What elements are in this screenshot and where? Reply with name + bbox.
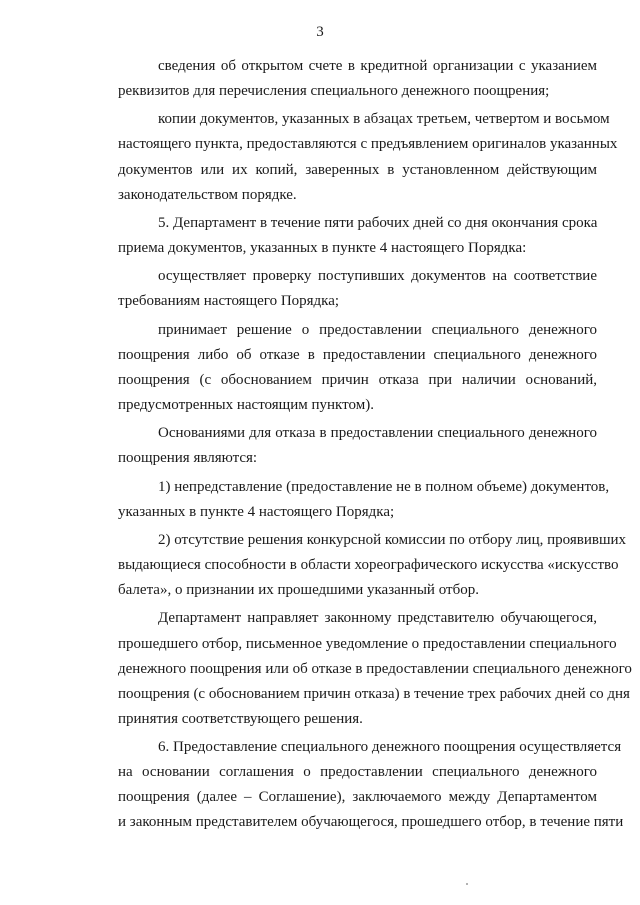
text-line: поощрения (далее – Соглашение), заключаемого между Департаментом bbox=[118, 789, 597, 806]
text-line: на основании соглашения о предоставлении специального денежного bbox=[118, 764, 597, 781]
text-line: предусмотренных настоящим пунктом). bbox=[118, 396, 374, 413]
paragraph-document-copies bbox=[78, 107, 618, 207]
text-line: принятия соответствующего решения. bbox=[118, 710, 363, 727]
text-line: поощрения либо об отказе в предоставлении специального денежного bbox=[118, 346, 597, 363]
text-line: поощрения являются: bbox=[118, 450, 258, 467]
text-line: осуществляет проверку поступивших документов на соответствие bbox=[158, 268, 597, 285]
paragraph-decision bbox=[78, 318, 597, 418]
paragraph-verification bbox=[78, 264, 597, 314]
text-line: денежного поощрения или об отказе в предоставлении специального денежного bbox=[118, 660, 632, 677]
text-line: прошедшего отбор, письменное уведомление о предоставлении специального bbox=[118, 635, 617, 652]
paragraph-bank-account bbox=[78, 54, 597, 104]
paragraph-ground-1 bbox=[78, 475, 610, 525]
text-line: выдающиеся способности в области хореографического искусства «искусство bbox=[118, 557, 619, 574]
text-line: 6. Предоставление специального денежного поощрения осуществляется bbox=[158, 739, 622, 756]
text-line: Основаниями для отказа в предоставлении специального денежного bbox=[158, 425, 597, 442]
scan-artifact bbox=[466, 883, 468, 885]
text-line: указанных в пункте 4 настоящего Порядка; bbox=[118, 503, 395, 520]
paragraph-item-5 bbox=[78, 211, 597, 261]
text-line: поощрения (с обоснованием причин отказа) в течение трех рабочих дней со дня bbox=[118, 685, 630, 702]
text-line: 2) отсутствие решения конкурсной комиссии по отбору лиц, проявивших bbox=[158, 532, 627, 548]
text-line: законодательством порядке. bbox=[118, 186, 297, 203]
text-line: реквизитов для перечисления специального денежного поощрения; bbox=[118, 83, 550, 100]
paragraph-ground-2 bbox=[78, 528, 627, 603]
text-line: документов или их копий, заверенных в установленном действующим bbox=[118, 161, 597, 178]
text-line: Департамент направляет законному представителю обучающегося, bbox=[158, 610, 597, 627]
text-line: сведения об открытом счете в кредитной организации с указанием bbox=[158, 58, 597, 74]
paragraph-item-6 bbox=[78, 735, 624, 835]
document-body bbox=[78, 54, 632, 836]
text-line: требованиям настоящего Порядка; bbox=[118, 293, 340, 310]
text-line: и законным представителем обучающегося, прошедшего отбор, в течение пяти bbox=[118, 814, 624, 831]
text-line: приема документов, указанных в пункте 4 настоящего Порядка: bbox=[118, 240, 527, 257]
page-number: 3 bbox=[316, 24, 324, 40]
text-line: настоящего пункта, предоставляются с предъявлением оригиналов указанных bbox=[118, 136, 618, 153]
text-line: 5. Департамент в течение пяти рабочих дней со дня окончания срока bbox=[158, 214, 598, 231]
text-line: копии документов, указанных в абзацах третьем, четвертом и восьмом bbox=[158, 111, 610, 128]
paragraph-notification bbox=[78, 606, 632, 731]
text-line: балета», о признании их прошедшими указанный отбор. bbox=[118, 582, 479, 599]
text-line: принимает решение о предоставлении специального денежного bbox=[158, 321, 597, 338]
paragraph-refusal-grounds bbox=[78, 421, 597, 471]
text-line: 1) непредставление (предоставление не в полном объеме) документов, bbox=[158, 478, 610, 495]
text-line: поощрения (с обоснованием причин отказа при наличии оснований, bbox=[118, 371, 597, 388]
